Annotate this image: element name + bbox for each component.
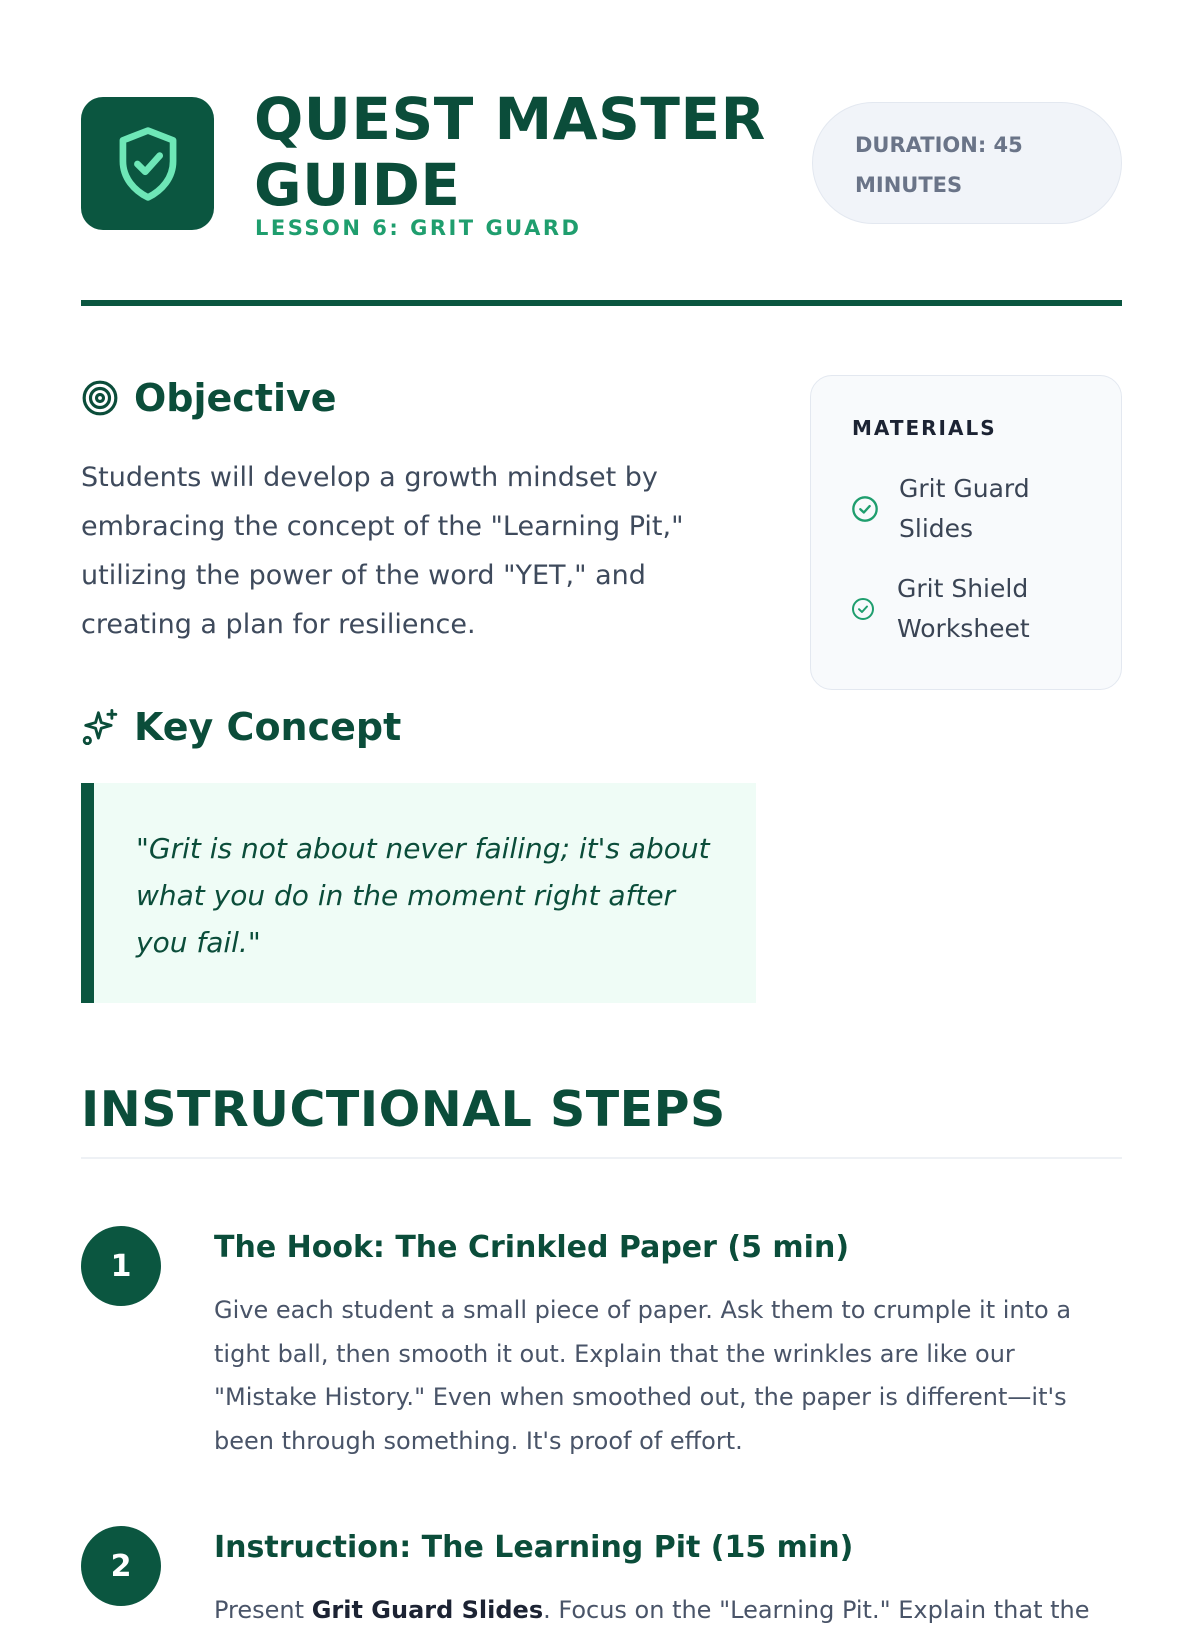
lesson-subtitle: LESSON 6: GRIT GUARD	[255, 216, 582, 240]
logo-badge	[81, 97, 214, 230]
shield-check-icon	[114, 125, 182, 203]
page-title: QUEST MASTER GUIDE	[254, 85, 766, 219]
step-body	[214, 1589, 1122, 1633]
step-body-bold: Grit Guard Slides	[311, 1596, 544, 1624]
step-number-badge: 1	[81, 1226, 161, 1306]
duration-badge: DURATION: 45 MINUTES	[812, 102, 1122, 224]
check-circle-icon	[851, 495, 879, 523]
materials-heading: MATERIALS	[852, 416, 997, 440]
key-concept-heading-label: Key Concept	[134, 705, 402, 749]
step-body-prefix: Present	[214, 1596, 312, 1624]
step-body: Give each student a small piece of paper. Ask them to crumple it into a tight ball, then smooth it out. Explain that the wrinkles are like our "Mistake History." Even when smoothed out, the paper is different—it's been through something. It's proof of effort.	[214, 1296, 1072, 1455]
step-title: Instruction: The Learning Pit (15 min)	[214, 1530, 854, 1565]
key-concept-quote: "Grit is not about never failing; it's about what you do in the moment right after you fail."	[81, 783, 756, 1003]
sparkles-icon	[81, 708, 119, 746]
objective-heading-label: Objective	[134, 376, 337, 420]
steps-divider	[81, 1157, 1122, 1159]
material-item	[851, 569, 1047, 649]
target-icon	[81, 379, 119, 417]
header-divider	[81, 300, 1122, 306]
material-item	[851, 469, 1049, 549]
steps-heading: INSTRUCTIONAL STEPS	[81, 1081, 726, 1138]
step-title: The Hook: The Crinkled Paper (5 min)	[214, 1230, 850, 1265]
material-label: Grit Guard Slides	[899, 474, 1030, 543]
step-body-suffix: . Focus on the "Learning Pit." Explain that the	[543, 1596, 1090, 1624]
step-number-badge: 2	[81, 1526, 161, 1606]
objective-heading	[81, 376, 337, 420]
lesson-header	[81, 86, 1122, 251]
key-concept-heading	[81, 705, 401, 749]
material-label: Grit Shield Worksheet	[897, 574, 1030, 643]
check-circle-icon	[851, 597, 875, 621]
objective-text: Students will develop a growth mindset by embracing the concept of the "Learning Pit," utilizing the power of the word "YET," and creating a plan for resilience.	[81, 462, 684, 640]
